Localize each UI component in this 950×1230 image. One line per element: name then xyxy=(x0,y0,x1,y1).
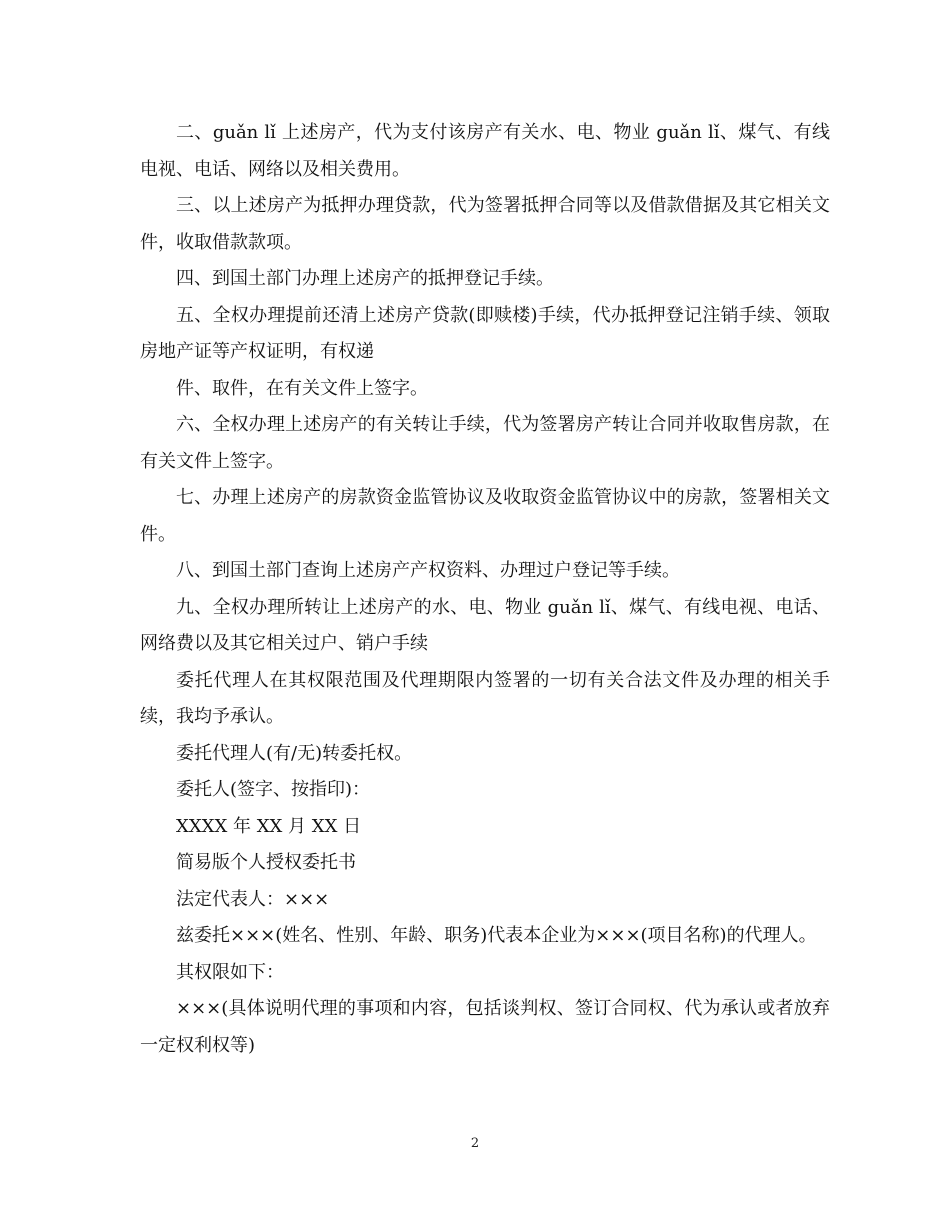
paragraph-ratification: 委托代理人在其权限范围及代理期限内签署的一切有关合法文件及办理的相关手续，我均予承认。 xyxy=(140,669,830,727)
paragraph-item-8: 八、到国土部门查询上述房产产权资料、办理过户登记等手续。 xyxy=(176,560,680,581)
principal-signature-line: 委托人(签字、按指印)： xyxy=(176,779,371,800)
paragraph-appointment: 兹委托×××(姓名、性别、年龄、职务)代表本企业为×××(项目名称)的代理人。 xyxy=(176,925,817,946)
paragraph-item-3: 三、以上述房产为抵押办理贷款，代为签署抵押合同等以及借款借据及其它相关文件，收取借款款项。 xyxy=(140,195,830,253)
paragraph-item-9: 九、全权办理所转让上述房产的水、电、物业 guǎn lǐ、煤气、有线电视、电话、网络费以及其它相关过户、销户手续 xyxy=(140,596,830,654)
paragraph-item-2: 二、guǎn lǐ 上述房产，代为支付该房产有关水、电、物业 guǎn lǐ、煤气、有线电视、电话、网络以及相关费用。 xyxy=(140,122,830,180)
paragraph-item-6: 六、全权办理上述房产的有关转让手续，代为签署房产转让合同并收取售房款，在有关文件上签字。 xyxy=(140,414,830,472)
authority-heading: 其权限如下： xyxy=(176,961,284,983)
date-line: XXXX 年 XX 月 XX 日 xyxy=(176,815,362,837)
paragraph-authority-details: ×××(具体说明代理的事项和内容，包括谈判权、签订合同权、代为承认或者放弃一定权利权等) xyxy=(140,998,830,1056)
section-heading: 简易版个人授权委托书 xyxy=(176,852,356,873)
paragraph-sub-delegation: 委托代理人(有/无)转委托权。 xyxy=(176,742,413,764)
legal-representative-line: 法定代表人：××× xyxy=(176,888,330,910)
paragraph-item-5-continued: 件、取件，在有关文件上签字。 xyxy=(176,377,428,399)
paragraph-item-5: 五、全权办理提前还清上述房产贷款(即赎楼)手续，代办抵押登记注销手续、领取房地产证等产权证明，有权递 xyxy=(140,304,830,362)
paragraph-item-4: 四、到国土部门办理上述房产的抵押登记手续。 xyxy=(176,268,554,289)
paragraph-item-7: 七、办理上述房产的房款资金监管协议及收取资金监管协议中的房款，签署相关文件。 xyxy=(140,487,830,545)
page-number: 2 xyxy=(470,1136,480,1151)
document-body xyxy=(140,115,830,1064)
